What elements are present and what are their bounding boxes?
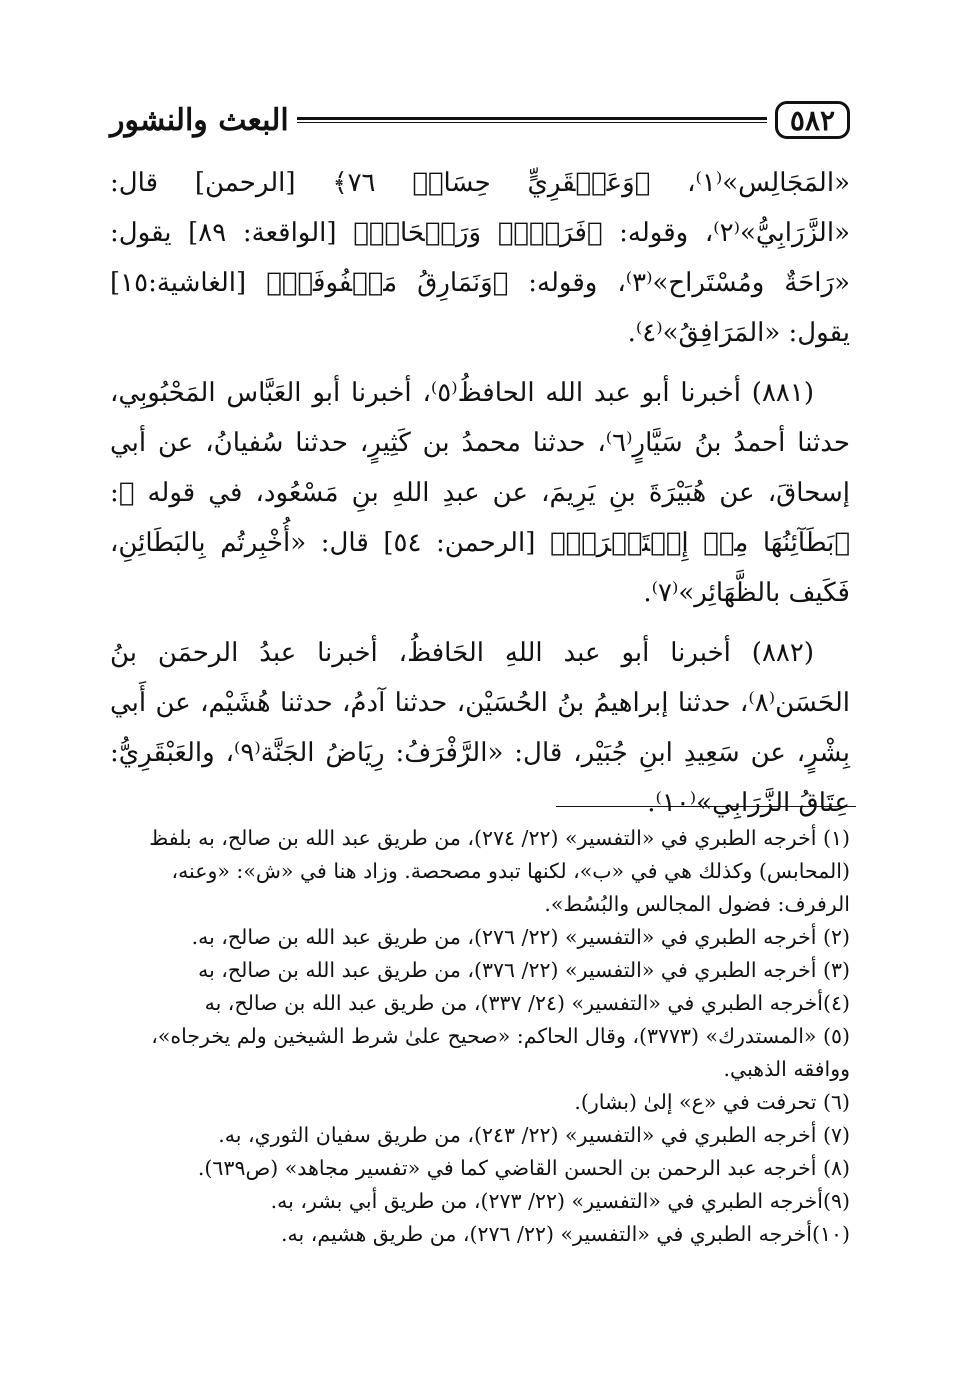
footnote-5: (٥) «المستدرك» (٣٧٧٣)، وقال الحاكم: «صحيح علىٰ شرط الشيخين ولم يخرجاه»، ووافقه الذهبي. (151, 1024, 850, 1081)
footnote-2: (٢) أخرجه الطبري في «التفسير» (٢٢/ ٢٧٦)، من طريق عبد الله بن صالح، به. (191, 925, 850, 949)
header-rule (297, 117, 767, 123)
page-number: ٥٨٢ (775, 101, 850, 139)
footnote-8: (٨) أخرجه عبد الرحمن بن الحسن القاضي كما في «تفسير مجاهد» (ص٦٣٩). (197, 1156, 850, 1180)
footnotes (110, 822, 850, 1251)
hadith-882: (٨٨٢) أخبرنا أبو عبد اللهِ الحَافظُ، أخبرنا عبدُ الرحمَن بنُ الحَسَن⁽٨⁾، حدثنا إبراهيمُ بنُ الحُسَيْن، حدثنا آدمُ، حدثنا هُشَيْم، عن أَبي بِشْرٍ، عن سَعِيدِ ابنِ جُبَيْر، قال: «الرَّفْرَفُ: رِيَاضُ الجَنَّة⁽٩⁾، والعَبْقَرِيُّ: عِتَاقُ الزَّرَابِي»⁽١٠⁾. (110, 638, 850, 818)
main-text (110, 158, 850, 838)
footnote-3: (٣) أخرجه الطبري في «التفسير» (٢٢/ ٣٧٦)، من طريق عبد الله بن صالح، به (198, 958, 850, 982)
page-header (110, 92, 850, 148)
footnote-1: (١) أخرجه الطبري في «التفسير» (٢٢/ ٢٧٤)، من طريق عبد الله بن صالح، به بلفظ (المحابس) وكذلك هي في «ب»، لكنها تبدو مصحصة. وزاد هنا في «ش»: «وعنه، الرفرف: فضول المجالس والبُسُط». (149, 826, 850, 916)
footnote-separator (556, 806, 856, 807)
footnote-4: (٤)أخرجه الطبري في «التفسير» (٢٤/ ٣٣٧)، من طريق عبد الله بن صالح، به (204, 991, 850, 1015)
footnote-6: (٦) تحرفت في «ع» إلىٰ (بشار). (574, 1090, 850, 1114)
hadith-881: (٨٨١) أخبرنا أبو عبد الله الحافظُ⁽٥⁾، أخبرنا أبو العَبَّاس المَحْبُوبِي، حدثنا أحمدُ بنُ سَيَّارٍ⁽٦⁾، حدثنا محمدُ بن كَثِيرٍ، حدثنا سُفيانُ، عن أبي إسحاقَ، عن هُبَيْرَةَ بنِ يَرِيمَ، عن عبدِ اللهِ بنِ مَسْعُود، في قوله ﷻ: ﴿بَطَآئِنُهَا مِنۡ إِسۡتَبۡرَقٖ﴾ [الرحمن: ٥٤] قال: «أُخْبِرتُم بِالبَطَائِنِ، فَكَيف بالظَّهَائِر»⁽٧⁾. (110, 378, 850, 608)
footnote-9: (٩)أخرجه الطبري في «التفسير» (٢٢/ ٢٧٣)، من طريق أبي بشر، به. (270, 1189, 850, 1213)
footnote-7: (٧) أخرجه الطبري في «التفسير» (٢٢/ ٢٤٣)، من طريق سفيان الثوري، به. (218, 1123, 850, 1147)
paragraph-intro: «المَجَالِس»⁽١⁾، ﴿وَعَبۡقَرِيٍّ حِسَانٖ ٧٦﴾ [الرحمن] قال: «الزَّرَابِيُّ»⁽٢⁾، وقوله: ﴿فَرَوۡحٞ وَرَيۡحَانٞ﴾ [الواقعة: ٨٩] يقول: «رَاحَةٌ ومُسْتَراح»⁽٣⁾، وقوله: ﴿وَنَمَارِقُ مَصۡفُوفَةٞ﴾ [الغاشية:١٥] يقول: «المَرَافِقُ»⁽٤⁾. (110, 168, 850, 348)
footnote-10: (١٠)أخرجه الطبري في «التفسير» (٢٢/ ٢٧٦)، من طريق هشيم، به. (281, 1222, 850, 1246)
running-title: البعث والنشور (110, 102, 289, 138)
